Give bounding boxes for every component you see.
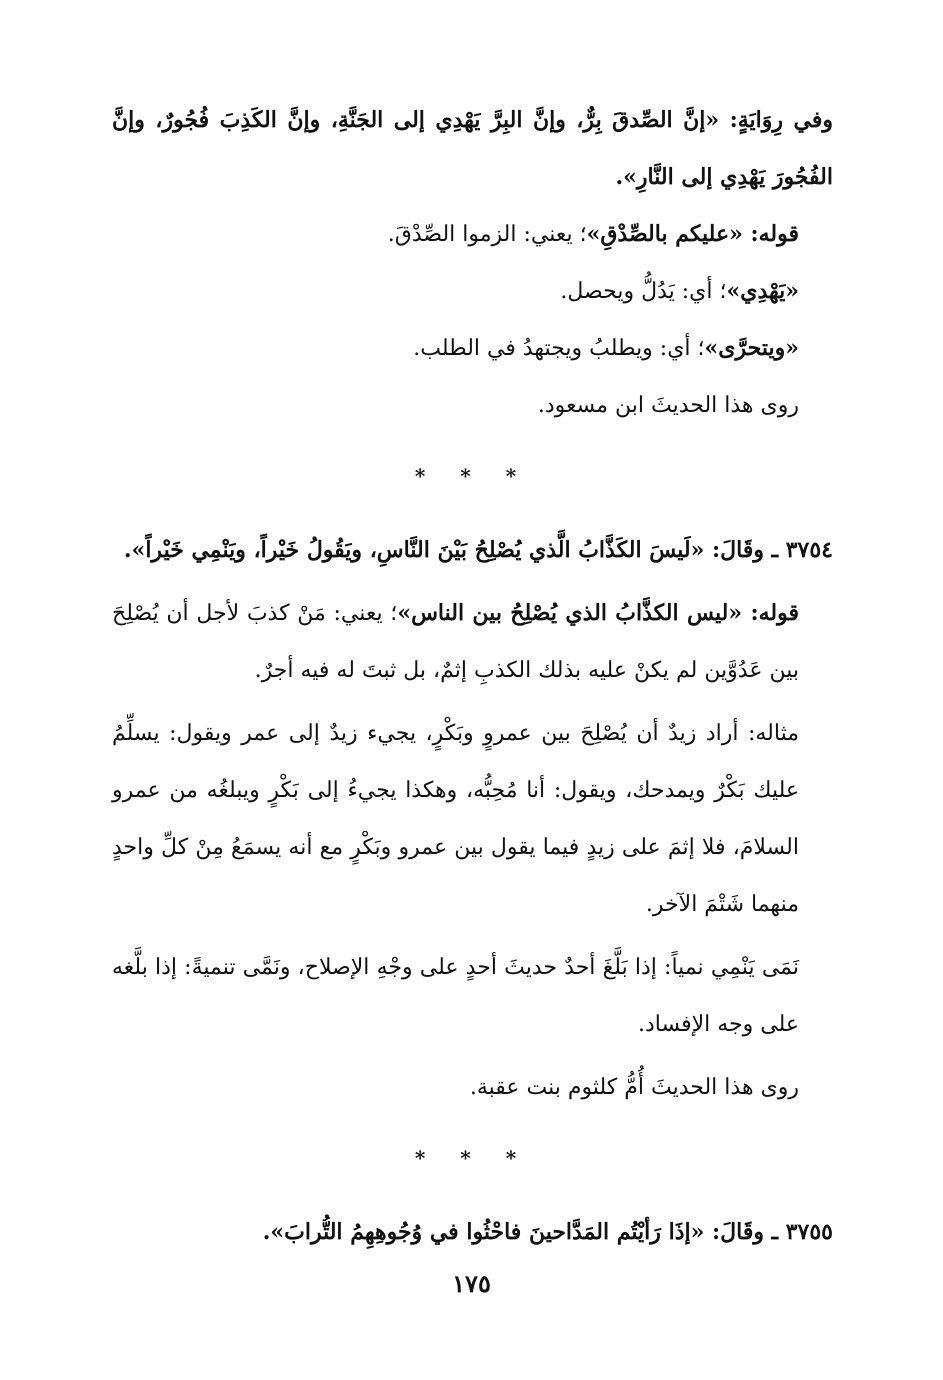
quoted-phrase: قوله: «عليكم بالصِّدْقِ» — [586, 221, 799, 247]
commentary-line — [112, 206, 833, 263]
definition-paragraph: نَمَى يَنْمِي نمياً: إذا بَلَّغَ أحدٌ حديثَ أحدٍ على وجْهِ الإصلاح، ونَمَّى تنميةً: إذا بلَّغه على وجه الإفساد. — [112, 955, 799, 1037]
section-separator: * * * — [414, 464, 531, 488]
commentary-text: ؛ أي: يَدُلُّ ويحصل. — [560, 279, 727, 304]
hadith-variant-text: وفي رِوَايَةٍ: «إنَّ الصِّدقَ بِرٌّ، وإنَّ البِرَّ يَهْدِي إلى الجَنَّةِ، وإنَّ الكَذِبَ فُجُورٌ، وإنَّ الفُجُورَ يَهْدِي إلى النَّارِ». — [112, 107, 833, 190]
page-number: ١٧٥ — [452, 1269, 491, 1298]
quoted-phrase: «ويتحرَّى» — [704, 335, 799, 361]
commentary-paragraph — [112, 585, 833, 699]
commentary-line — [112, 320, 833, 377]
section-separator: * * * — [414, 1146, 531, 1170]
commentary-text: ؛ يعني: مَنْ كذبَ لأجل أن يُصْلِحَ بين عَدُوَّين لم يكنْ عليه بذلك الكذبِ إثمٌ، بل ثبتَ له فيه أجرٌ. — [112, 601, 799, 683]
commentary-line — [112, 263, 833, 320]
commentary-text: ؛ أي: ويطلبُ ويجتهدُ في الطلب. — [413, 336, 705, 361]
narrator-line: روى هذا الحديثَ أُمُّ كلثوم بنت عقبة. — [469, 1075, 799, 1100]
quoted-phrase: «يَهْدِي» — [726, 278, 799, 304]
example-paragraph: مثاله: أراد زيدٌ أن يُصْلِحَ بين عمروٍ وبَكْرٍ، يجيء زيدٌ إلى عمر ويقول: يسلِّمُ عليك بَكْرٌ ويمدحك، ويقول: أنا مُحِبُّه، وهكذا يجيءُ إلى بَكْرٍ ويبلغُه من عمرو السلامَ، فلا إثمَ على زيدٍ فيما يقول بين عمرو وبَكْرٍ مع أنه يسمَعُ مِنْ كلِّ واحدٍ منهما شَتْمَ الآخر. — [112, 721, 800, 917]
quoted-phrase: قوله: «ليس الكذَّابُ الذي يُصْلِحُ بين الناس» — [397, 600, 799, 626]
hadith-3754: ٣٧٥٤ ـ وقَالَ: «لَيسَ الكَذَّابُ الَّذي يُصْلِحُ بَيْنَ النَّاسِ، ويَقُولُ خَيْراً، ويَنْمِي خَيْراً». — [123, 537, 833, 563]
hadith-3755: ٣٧٥٥ ـ وقَالَ: «إذَا رَأيْتُم المَدَّاحينَ فاحْثُوا في وُجُوهِهِمُ التُّرابَ». — [262, 1219, 833, 1245]
narrator-line: روى هذا الحديثَ ابن مسعود. — [537, 393, 799, 418]
commentary-text: ؛ يعني: الزموا الصِّدْقَ. — [387, 222, 587, 247]
